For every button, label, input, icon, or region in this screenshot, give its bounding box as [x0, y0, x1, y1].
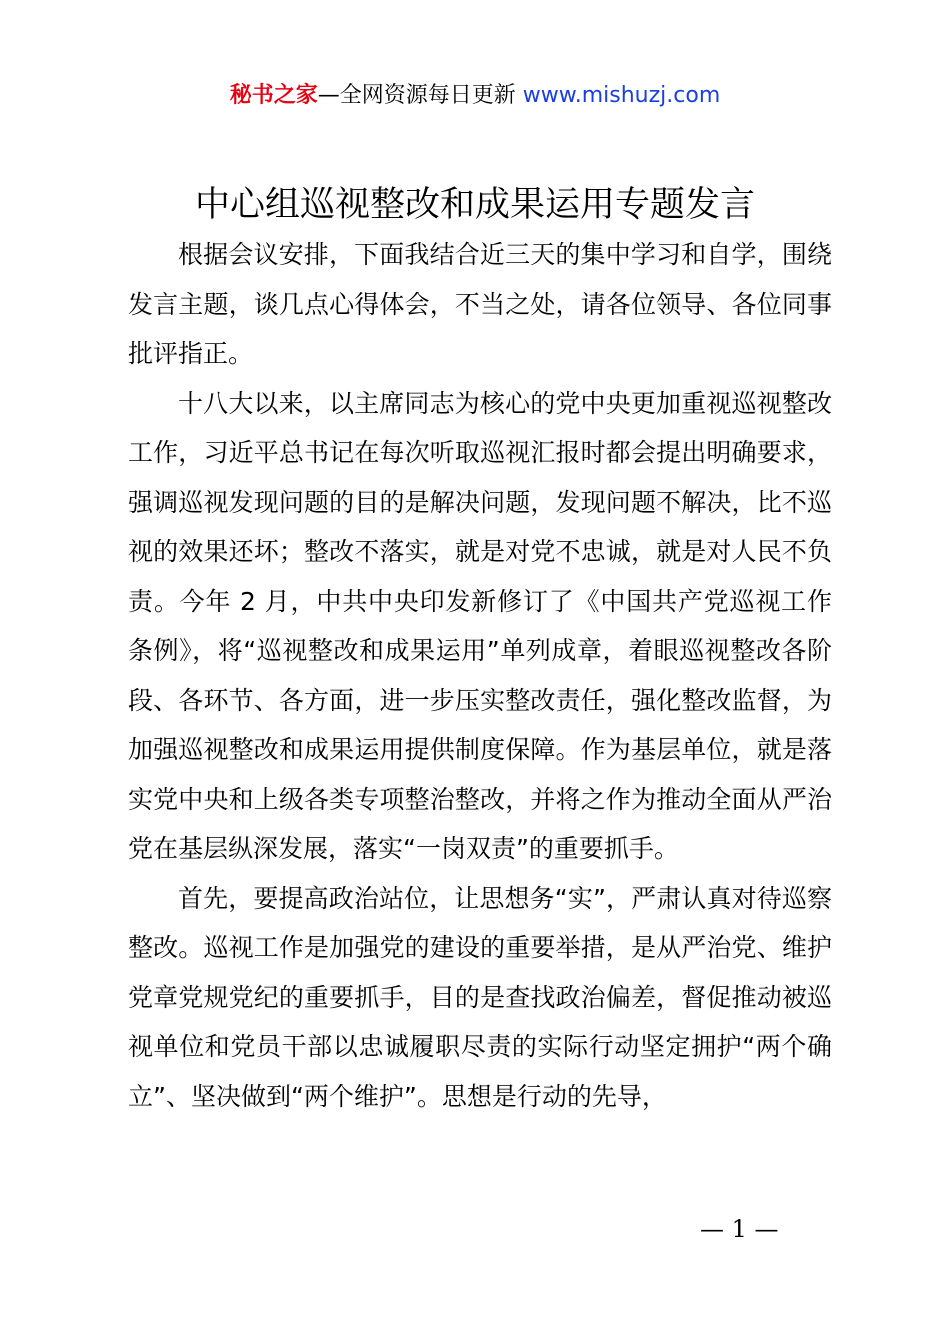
site-header	[0, 80, 950, 112]
paragraph-1: 根据会议安排，下面我结合近三天的集中学习和自学，围绕发言主题，谈几点心得体会，不当之处，请各位领导、各位同事批评指正。	[128, 240, 832, 368]
paragraph-2: 十八大以来，以主席同志为核心的党中央更加重视巡视整改工作，习近平总书记在每次听取巡视汇报时都会提出明确要求，强调巡视发现问题的目的是解决问题，发现问题不解决，比不巡视的效果还坏；整改不落实，就是对党不忠诚，就是对人民不负责。今年 2 月，中共中央印发新修订了《中国共产党巡视工作条例》，将“巡视整改和成果运用”单列成章，着眼巡视整改各阶段、各环节、各方面，进一步压实整改责任，强化整改监督，为加强巡视整改和成果运用提供制度保障。作为基层单位，就是落实党中央和上级各类专项整治整改，并将之作为推动全面从严治党在基层纵深发展，落实“一岗双责”的重要抓手。	[128, 388, 832, 863]
paragraph-3: 首先，要提高政治站位，让思想务“实”，严肃认真对待巡察整改。巡视工作是加强党的建设的重要举措，是从严治党、维护党章党规党纪的重要抓手，目的是查找政治偏差，督促推动被巡视单位和党员干部以忠诚履职尽责的实际行动坚定拥护“两个确立”、坚决做到“两个维护”。思想是行动的先导，	[128, 883, 832, 1111]
document-body	[128, 230, 832, 1121]
site-tagline: —全网资源每日更新	[317, 83, 523, 108]
site-brand: 秘书之家	[229, 83, 318, 108]
site-url-link[interactable]: www.mishuzj.com	[522, 83, 721, 108]
document-title: 中心组巡视整改和成果运用专题发言	[194, 185, 755, 225]
page-number: — 1 —	[700, 1215, 779, 1243]
